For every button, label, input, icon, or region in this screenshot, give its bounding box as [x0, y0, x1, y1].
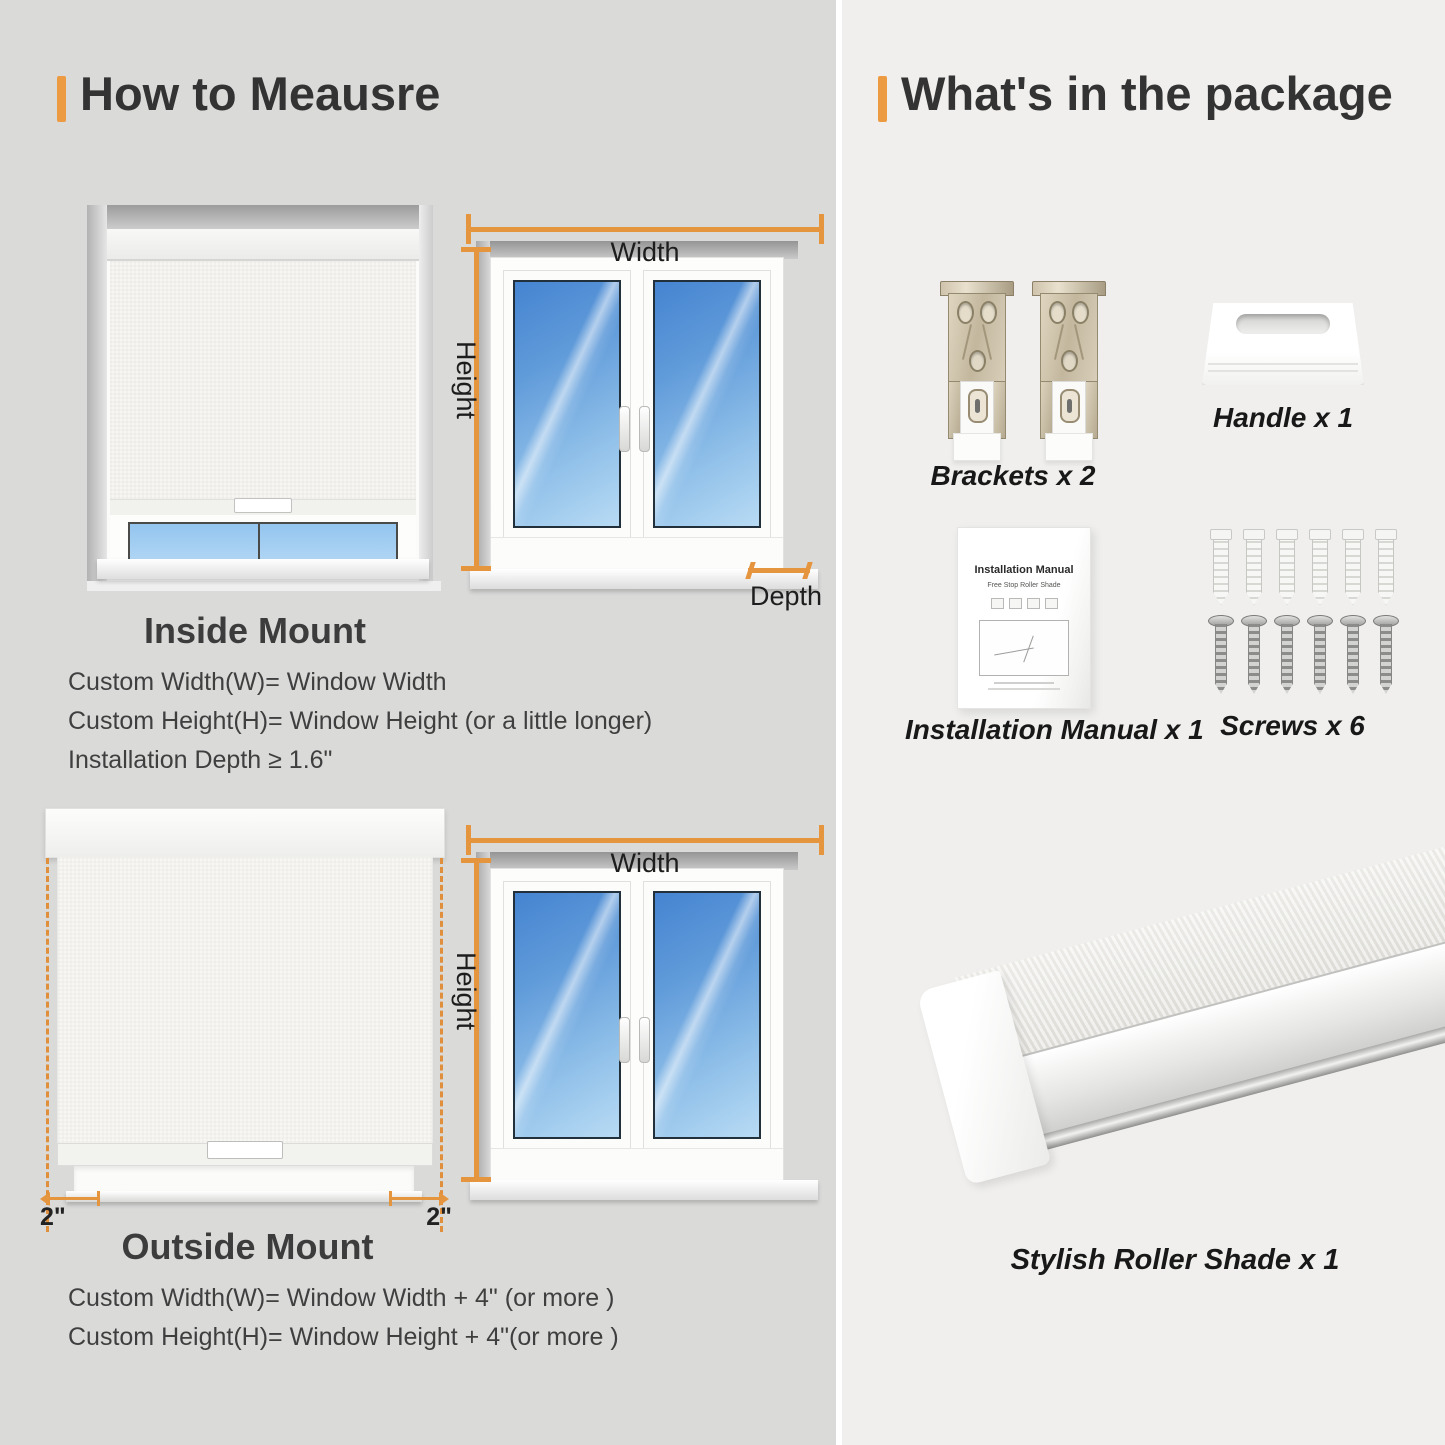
- recess-bottom-edge: [87, 581, 441, 591]
- window-glass-right: [653, 280, 761, 528]
- window-handle-left: [619, 406, 630, 452]
- manual-cover-subtitle: Free Stop Roller Shade: [987, 582, 1061, 589]
- screw: [1274, 615, 1298, 695]
- recess-right-edge: [419, 205, 433, 581]
- handle-grip-slot: [1236, 314, 1330, 334]
- window-bottom-rail: [491, 1148, 783, 1181]
- step-icon: [991, 598, 1004, 609]
- glass-reflection: [655, 282, 759, 526]
- inside-mount-line-2: Custom Height(H)= Window Height (or a little longer): [68, 707, 653, 735]
- window-frame: [490, 257, 784, 571]
- window-bottom-rail: [491, 537, 783, 570]
- width-label: Width: [610, 848, 680, 878]
- handle-label: Handle x 1: [1212, 402, 1354, 433]
- anchor-collar: [1210, 529, 1232, 540]
- anchor-collar: [1276, 529, 1298, 540]
- outside-mount-line-1: Custom Width(W)= Window Width + 4" (or more ): [68, 1284, 615, 1312]
- manual-step-icons: [958, 598, 1090, 609]
- anchor-collar: [1243, 529, 1265, 540]
- shade-fabric: [110, 261, 416, 499]
- inside-mount-line-3: Installation Depth ≥ 1.6": [68, 746, 333, 774]
- screw: [1373, 615, 1397, 695]
- window-sash-left: [503, 270, 631, 538]
- window-sill: [470, 1180, 818, 1200]
- brackets-label: Brackets x 2: [930, 460, 1096, 491]
- height-label: Height: [451, 951, 481, 1031]
- anchor-body: [1246, 539, 1262, 605]
- anchor-collar: [1342, 529, 1364, 540]
- bracket-rail: [1085, 381, 1098, 439]
- bracket-hole: [980, 301, 997, 324]
- bracket-body: [1040, 293, 1098, 383]
- accent-bar-icon: [57, 76, 66, 122]
- gap-label-left: 2": [40, 1203, 66, 1231]
- wall-anchor: [1309, 529, 1329, 605]
- window-bottom-view: [110, 515, 416, 557]
- glass-reflection: [655, 893, 759, 1137]
- anchor-collar: [1375, 529, 1397, 540]
- shade-hem-bar: [57, 1143, 433, 1166]
- wall-anchor: [1243, 529, 1263, 605]
- bracket-center-hole: [1061, 350, 1078, 372]
- anchor-body: [1213, 539, 1229, 605]
- bracket-body: [948, 293, 1006, 383]
- glass-reflection: [515, 893, 619, 1137]
- screw-shank: [1215, 624, 1227, 694]
- manual-footer-line: [988, 688, 1060, 690]
- bracket-center-hole: [969, 350, 986, 372]
- overlap-dashed-line-right: [440, 858, 443, 1232]
- package-title: What's in the package: [901, 67, 1393, 120]
- window-sash-right: [643, 881, 771, 1149]
- manual-footer-line: [994, 682, 1054, 684]
- bracket-foot: [1045, 433, 1093, 461]
- handle-item: [1202, 303, 1364, 385]
- manual-diagram-box: [979, 620, 1069, 676]
- outside-mount-line-2: Custom Height(H)= Window Height + 4"(or more ): [68, 1323, 619, 1351]
- shade-label: Stylish Roller Shade x 1: [1010, 1244, 1340, 1276]
- depth-label: Depth: [749, 581, 823, 611]
- screw-shank: [1314, 624, 1326, 694]
- anchor-body: [1312, 539, 1328, 605]
- window-sill: [97, 559, 429, 579]
- recess-left-shadow: [87, 205, 107, 581]
- wall-anchor: [1342, 529, 1362, 605]
- gap-label-right: 2": [426, 1203, 452, 1231]
- window-glass-left: [513, 891, 621, 1139]
- screw: [1208, 615, 1232, 695]
- screw-shank: [1248, 624, 1260, 694]
- wall-anchor: [1375, 529, 1395, 605]
- window-handle-right: [639, 1017, 650, 1063]
- window-handle-right: [639, 406, 650, 452]
- glass-reflection: [515, 282, 619, 526]
- window-sash-left: [503, 881, 631, 1149]
- window-recess: [107, 229, 419, 581]
- handle-ridge-line: [1208, 370, 1358, 372]
- bracket-hole: [1072, 301, 1089, 324]
- width-measure-arrow: [466, 838, 824, 843]
- wall-anchor: [1276, 529, 1296, 605]
- bracket-hole: [1049, 301, 1066, 324]
- screw: [1241, 615, 1265, 695]
- anchor-collar: [1309, 529, 1331, 540]
- handle-ridge-line: [1208, 363, 1358, 365]
- bracket-item-1: [945, 281, 1009, 461]
- anchor-body: [1345, 539, 1361, 605]
- inside-mount-line-1: Custom Width(W)= Window Width: [68, 668, 447, 696]
- width-label: Width: [610, 237, 680, 267]
- shade-hem-bar: [110, 499, 416, 516]
- overlap-dashed-line-left: [46, 858, 49, 1232]
- window-handle-left: [619, 1017, 630, 1063]
- screws-label: Screws x 6: [1220, 710, 1365, 741]
- roller-shade-image-area: [842, 820, 1445, 1240]
- anchor-body: [1378, 539, 1394, 605]
- shade-cassette: [107, 229, 419, 261]
- screw-shank: [1281, 624, 1293, 694]
- manual-label: Installation Manual x 1: [905, 714, 1204, 745]
- window-sash-right: [643, 270, 771, 538]
- screw: [1340, 615, 1364, 695]
- bracket-hole: [957, 301, 974, 324]
- overlap-arrow-left: [50, 1197, 100, 1200]
- bracket-foot: [953, 433, 1001, 461]
- overlap-arrow-right: [389, 1197, 439, 1200]
- wall-anchor: [1210, 529, 1230, 605]
- inside-mount-heading: Inside Mount: [144, 610, 366, 651]
- step-icon: [1027, 598, 1040, 609]
- recess-top-shadow: [87, 205, 431, 229]
- shade-cassette: [45, 808, 445, 858]
- width-measure-arrow: [466, 227, 824, 232]
- roller-shade-item: [915, 843, 1445, 1171]
- anchor-body: [1279, 539, 1295, 605]
- window-glass-right: [653, 891, 761, 1139]
- outside-mount-heading: Outside Mount: [121, 1226, 374, 1267]
- bracket-rail: [993, 381, 1006, 439]
- shade-fabric: [57, 857, 433, 1143]
- bracket-slot: [968, 389, 988, 423]
- bracket-slot: [1060, 389, 1080, 423]
- window-frame: [490, 868, 784, 1182]
- screw-shank: [1380, 624, 1392, 694]
- inside-mount-illustration: [65, 197, 445, 593]
- screw-shank: [1347, 624, 1359, 694]
- height-label: Height: [451, 340, 481, 420]
- window-measure-diagram-outside: [452, 808, 838, 1214]
- depth-measure-arrow: [748, 568, 810, 573]
- manual-cover-title: Installation Manual: [974, 564, 1074, 576]
- bracket-item-2: [1037, 281, 1101, 461]
- window-measure-diagram-inside: [451, 197, 838, 611]
- accent-bar-icon: [878, 76, 887, 122]
- shade-pull-handle: [207, 1141, 283, 1159]
- how-to-measure-title: How to Meausre: [80, 67, 441, 120]
- window-glass-left: [513, 280, 621, 528]
- shade-pull-handle: [234, 498, 292, 513]
- window-sill: [66, 1191, 422, 1202]
- step-icon: [1009, 598, 1022, 609]
- outside-mount-illustration: [40, 795, 450, 1240]
- installation-manual-item: [957, 527, 1091, 709]
- screw: [1307, 615, 1331, 695]
- step-icon: [1045, 598, 1058, 609]
